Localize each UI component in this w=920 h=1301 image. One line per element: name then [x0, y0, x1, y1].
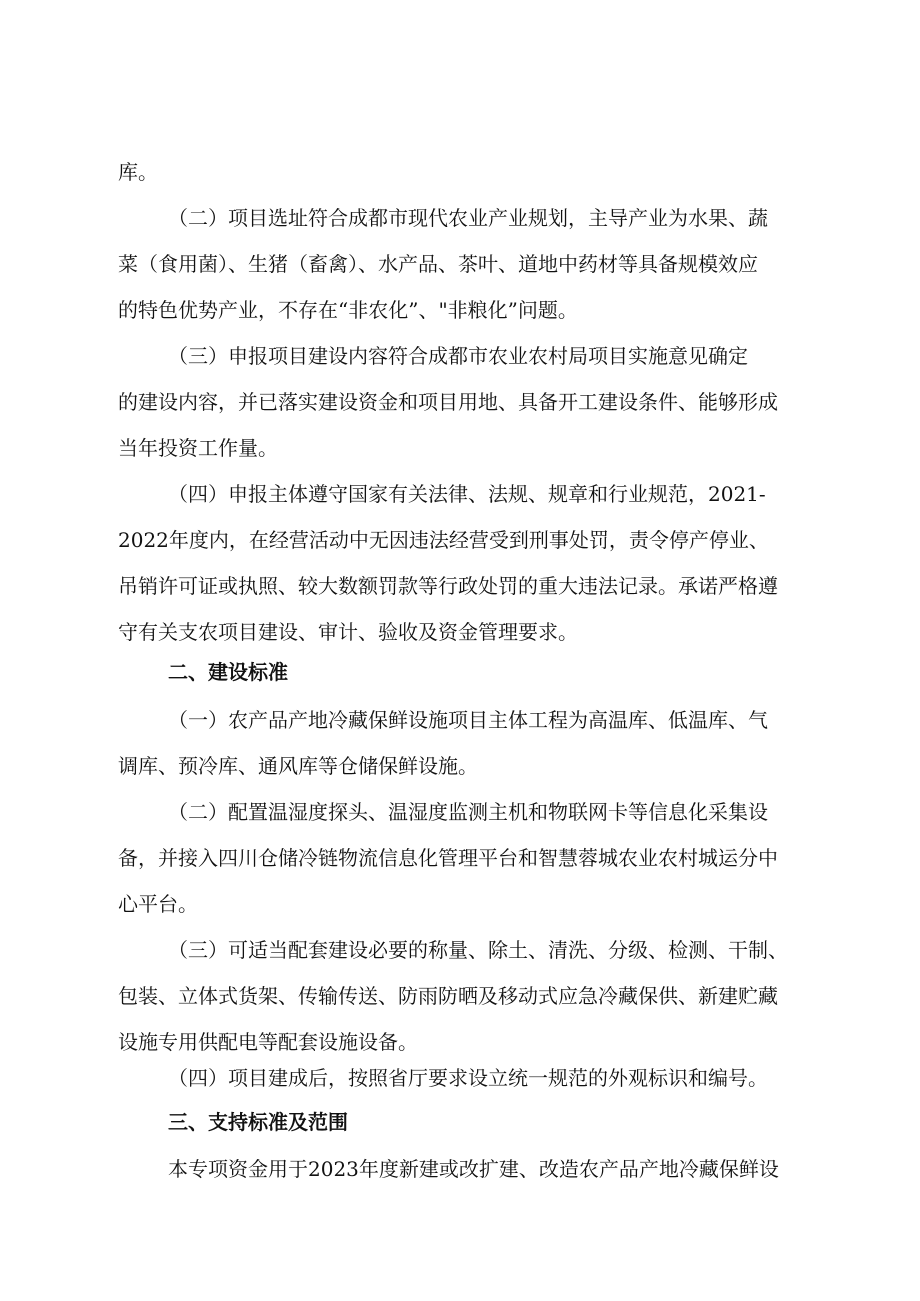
paragraph-line: （二）项目选址符合成都市现代农业产业规划，主导产业为水果、蔬 [168, 206, 768, 230]
paragraph-line: （一）农产品产地冷藏保鲜设施项目主体工程为高温库、低温库、气 [168, 708, 768, 732]
paragraph-line: 库。 [118, 160, 158, 184]
paragraph-line: （四）项目建成后，按照省厅要求设立统一规范的外观标识和编号。 [168, 1066, 768, 1090]
paragraph-line: （四）申报主体遵守国家有关法律、法规、规章和行业规范，2021- [168, 482, 766, 506]
paragraph-line: 的特色优势产业，不存在“非农化”、"非粮化”问题。 [118, 298, 578, 322]
paragraph-line: 心平台。 [118, 892, 198, 916]
paragraph-line: 本专项资金用于2023年度新建或改扩建、改造农产品产地冷藏保鲜设 [168, 1157, 779, 1181]
paragraph-line: 包装、立体式货架、传输传送、防雨防晒及移动式应急冷藏保供、新建贮藏 [118, 984, 778, 1008]
paragraph-line: （二）配置温湿度探头、温湿度监测主机和物联网卡等信息化采集设 [168, 800, 768, 824]
section-heading: 三、支持标准及范围 [168, 1110, 348, 1134]
paragraph-line: 调库、预冷库、通风库等仓储保鲜设施。 [118, 754, 478, 778]
paragraph-line: （三）申报项目建设内容符合成都市农业农村局项目实施意见确定 [168, 344, 748, 368]
section-heading: 二、建设标准 [168, 660, 288, 684]
paragraph-line: 备，并接入四川仓储冷链物流信息化管理平台和智慧蓉城农业农村城运分中 [118, 846, 778, 870]
paragraph-line: 的建设内容，并已落实建设资金和项目用地、具备开工建设条件、能够形成 [118, 390, 778, 414]
paragraph-line: 2022年度内，在经营活动中无因违法经营受到刑事处罚，责令停产停业、 [118, 528, 769, 552]
paragraph-line: 菜（食用菌）、生猪（畜禽）、水产品、茶叶、道地中药材等具备规模效应 [118, 252, 758, 276]
paragraph-line: 守有关支农项目建设、审计、验收及资金管理要求。 [118, 620, 578, 644]
paragraph-line: 吊销许可证或执照、较大数额罚款等行政处罚的重大违法记录。承诺严格遵 [118, 574, 778, 598]
paragraph-line: 设施专用供配电等配套设施设备。 [118, 1030, 418, 1054]
paragraph-line: （三）可适当配套建设必要的称量、除土、清洗、分级、检测、干制、 [168, 938, 788, 962]
paragraph-line: 当年投资工作量。 [118, 436, 278, 460]
